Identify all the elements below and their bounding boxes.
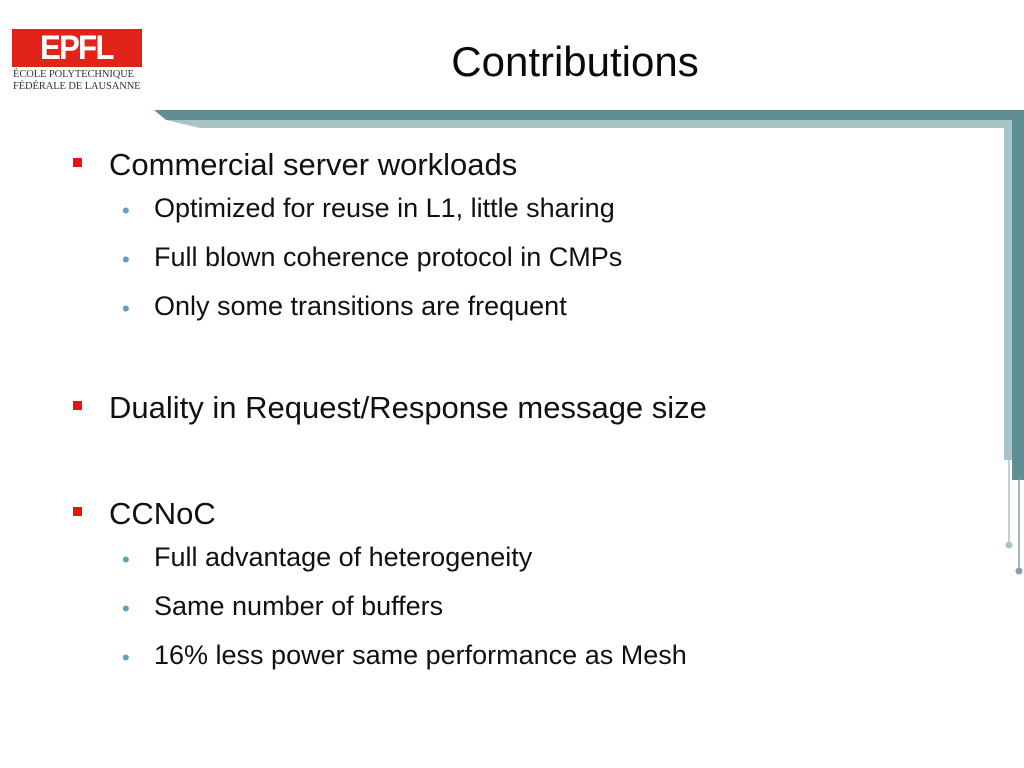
dot-bullet-icon: • bbox=[122, 296, 130, 321]
frame-top-band bbox=[154, 110, 1012, 120]
sub-bullet-text: 16% less power same performance as Mesh bbox=[154, 640, 687, 670]
section-spacer bbox=[70, 434, 970, 492]
epfl-logo bbox=[12, 29, 144, 95]
frame-right-band-inner bbox=[1004, 120, 1012, 460]
dot-bullet-icon: • bbox=[122, 247, 130, 272]
sub-bullet-text: Full advantage of heterogeneity bbox=[154, 542, 533, 572]
bullet-text: Duality in Request/Response message size bbox=[109, 390, 707, 425]
sub-bullet-text: Full blown coherence protocol in CMPs bbox=[154, 242, 623, 272]
epfl-logo-line2: FÉDÉRALE DE LAUSANNE bbox=[13, 81, 141, 92]
bullet-text: CCNoC bbox=[109, 496, 216, 531]
sub-bullet-text: Only some transitions are frequent bbox=[154, 291, 567, 321]
frame-right-band-outer bbox=[1012, 110, 1024, 480]
dot-bullet-icon: • bbox=[122, 645, 130, 670]
bullet-list bbox=[70, 143, 970, 687]
square-bullet-icon bbox=[73, 401, 82, 410]
sub-bullet-item bbox=[70, 540, 970, 589]
bullet-item bbox=[70, 143, 970, 191]
square-bullet-icon bbox=[73, 507, 82, 516]
epfl-logo-mark bbox=[12, 29, 142, 67]
epfl-logo-wordmark: EPFL bbox=[40, 29, 113, 67]
bullet-item bbox=[70, 492, 970, 540]
square-bullet-icon bbox=[73, 158, 82, 167]
frame-drop-dot-2 bbox=[1016, 568, 1023, 575]
epfl-logo-line1: ÉCOLE POLYTECHNIQUE bbox=[13, 69, 134, 80]
bullet-item bbox=[70, 386, 970, 434]
bullet-text: Commercial server workloads bbox=[109, 147, 518, 182]
sub-bullet-item bbox=[70, 191, 970, 240]
section-spacer bbox=[70, 338, 970, 386]
slide-title: Contributions bbox=[451, 38, 699, 85]
sub-bullet-item bbox=[70, 240, 970, 289]
frame-top-band-light bbox=[166, 120, 1012, 128]
sub-bullet-item bbox=[70, 589, 970, 638]
sub-bullet-item bbox=[70, 638, 970, 687]
dot-bullet-icon: • bbox=[122, 596, 130, 621]
dot-bullet-icon: • bbox=[122, 547, 130, 572]
sub-bullet-item bbox=[70, 289, 970, 338]
sub-bullet-text: Optimized for reuse in L1, little sharing bbox=[154, 193, 615, 223]
dot-bullet-icon: • bbox=[122, 198, 130, 223]
frame-drop-dot-1 bbox=[1006, 542, 1013, 549]
sub-bullet-text: Same number of buffers bbox=[154, 591, 444, 621]
